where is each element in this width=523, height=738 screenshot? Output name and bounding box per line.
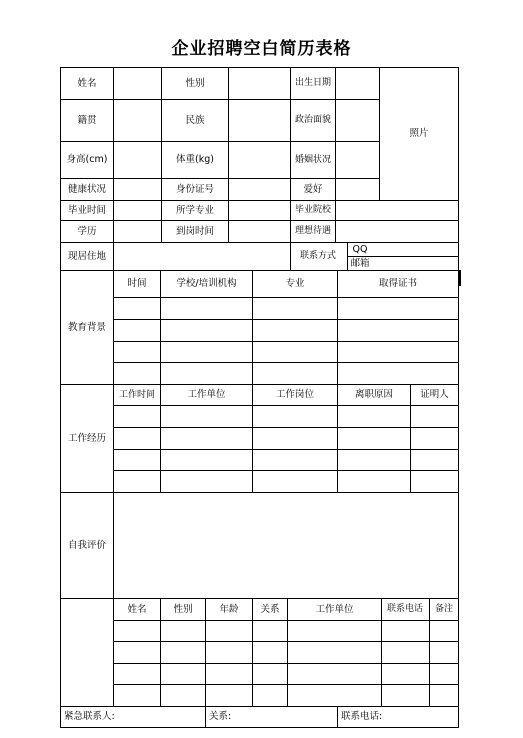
label-birth: 出生日期 — [294, 78, 331, 88]
label-id-number: 身份证号 — [175, 183, 214, 195]
label-education-background: 教育背景 — [67, 321, 106, 333]
label-emergency-relation: 关系: — [209, 711, 232, 722]
work-header-time: 工作时间 — [118, 389, 155, 400]
family-header-relation: 关系 — [260, 603, 280, 615]
label-health: 健康状况 — [67, 183, 106, 195]
label-gender: 性别 — [185, 77, 205, 89]
family-header-phone: 联系电话 — [386, 604, 423, 614]
edu-header-time: 时间 — [127, 278, 147, 289]
work-header-reason: 离职原因 — [354, 389, 393, 400]
label-marital: 婚姻状况 — [294, 154, 331, 165]
label-work-experience: 工作经历 — [67, 432, 106, 444]
label-self-evaluation: 自我评价 — [67, 539, 106, 551]
label-origin: 籍贯 — [77, 114, 97, 126]
label-emergency-contact: 紧急联系人: — [64, 711, 115, 722]
family-header-company: 工作单位 — [315, 603, 354, 615]
label-emergency-phone: 联系电话: — [341, 711, 383, 722]
edu-header-major: 专业 — [285, 278, 305, 289]
label-major: 所学专业 — [175, 204, 214, 216]
label-political: 政治面貌 — [294, 115, 331, 125]
label-arrival: 到岗时间 — [175, 225, 214, 237]
label-school: 毕业院校 — [294, 205, 331, 215]
label-grad-time: 毕业时间 — [67, 204, 106, 216]
label-education: 学历 — [77, 225, 97, 237]
label-address: 现居住地 — [67, 250, 106, 262]
label-weight: 体重(kg) — [176, 154, 214, 165]
edu-header-certificate: 取得证书 — [378, 278, 417, 289]
label-salary: 理想待遇 — [294, 226, 331, 236]
family-header-gender: 性别 — [173, 603, 193, 615]
label-hobby: 爱好 — [303, 183, 323, 195]
label-contact: 联系方式 — [299, 251, 336, 261]
work-header-company: 工作单位 — [187, 389, 226, 400]
label-height: 身高(cm) — [66, 154, 108, 165]
label-qq: QQ — [352, 243, 368, 255]
label-name: 姓名 — [77, 77, 97, 89]
label-ethnicity: 民族 — [185, 114, 205, 126]
edu-header-school: 学校/培训机构 — [176, 278, 237, 289]
family-header-name: 姓名 — [127, 603, 147, 615]
page-title: 企业招聘空白简历表格 — [171, 39, 352, 59]
work-header-reference: 证明人 — [420, 389, 449, 400]
family-header-remarks: 备注 — [435, 604, 453, 614]
label-email: 邮箱 — [350, 257, 370, 269]
work-header-position: 工作岗位 — [275, 389, 314, 400]
family-header-age: 年龄 — [219, 603, 239, 615]
label-photo: 照片 — [409, 128, 429, 139]
